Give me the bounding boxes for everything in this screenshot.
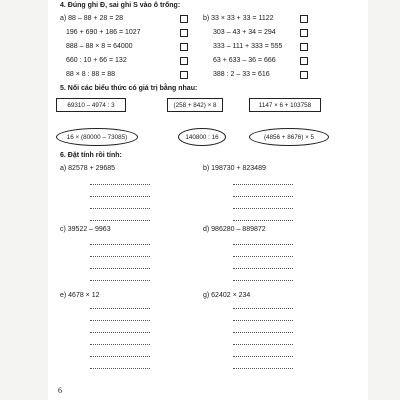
answer-line[interactable] [90,220,150,221]
ex4-a-item: 88 × 8 : 88 = 88 [66,71,116,78]
answer-line[interactable] [233,332,293,333]
exercise-6-title: 6. Đặt tính rồi tính: [60,152,122,159]
expression-ellipse[interactable]: 140800 : 16 [178,128,226,146]
ex4-b-item: 388 : 2 – 33 = 616 [213,71,270,78]
calc-problem: c) 39522 – 9963 [60,226,111,233]
answer-line[interactable] [90,244,150,245]
calc-problem: d) 986280 – 889872 [203,226,266,233]
answer-line[interactable] [90,208,150,209]
answer-line[interactable] [233,320,293,321]
expression-ellipse[interactable]: (4856 + 8676) × 5 [249,128,329,146]
answer-line[interactable] [233,280,293,281]
expression-box[interactable]: 69310 – 4974 : 3 [56,98,126,112]
calc-problem: g) 62402 × 234 [203,292,251,299]
page-number: 6 [58,386,62,395]
answer-line[interactable] [90,184,150,185]
answer-line[interactable] [233,220,293,221]
answer-box[interactable] [180,29,188,37]
calc-problem: e) 4678 × 12 [60,292,100,299]
answer-line[interactable] [90,308,150,309]
answer-box[interactable] [300,43,308,51]
ex4-b-item: 333 – 111 + 333 = 555 [213,43,283,50]
answer-line[interactable] [90,256,150,257]
answer-box[interactable] [180,43,188,51]
exercise-5-title: 5. Nối các biểu thức có giá trị bằng nhau: [60,85,198,92]
answer-line[interactable] [90,368,150,369]
answer-line[interactable] [233,196,293,197]
ex4-a-item: a) 88 – 88 + 28 = 28 [60,15,124,22]
answer-line[interactable] [90,268,150,269]
answer-line[interactable] [90,356,150,357]
answer-line[interactable] [90,320,150,321]
ex4-b-item: 63 + 633 – 36 = 666 [213,57,276,64]
answer-box[interactable] [180,15,188,23]
answer-box[interactable] [180,71,188,79]
calc-problem: b) 198730 + 823489 [203,165,266,172]
answer-line[interactable] [233,244,293,245]
exercise-4-title: 4. Đúng ghi Đ, sai ghi S vào ô trống: [60,2,181,9]
answer-box[interactable] [300,15,308,23]
calc-problem: a) 82578 + 29685 [60,165,116,172]
workbook-page [48,0,368,400]
answer-line[interactable] [90,280,150,281]
answer-line[interactable] [233,368,293,369]
answer-line[interactable] [233,256,293,257]
ex4-a-item: 660 : 10 + 66 = 132 [66,57,127,64]
ex4-a-item: 888 – 88 × 8 = 64000 [66,43,133,50]
answer-box[interactable] [180,57,188,65]
answer-line[interactable] [90,344,150,345]
expression-ellipse[interactable]: 16 × (80000 – 73085) [56,128,138,146]
answer-line[interactable] [233,356,293,357]
answer-line[interactable] [90,332,150,333]
ex4-b-item: 303 – 43 + 34 = 294 [213,29,276,36]
answer-box[interactable] [300,57,308,65]
answer-line[interactable] [233,308,293,309]
expression-box[interactable]: 1147 × 6 + 103758 [249,98,321,112]
answer-line[interactable] [233,184,293,185]
answer-line[interactable] [90,196,150,197]
ex4-a-item: 196 + 690 + 186 = 1027 [66,29,141,36]
expression-box[interactable]: (258 + 842) × 8 [167,98,223,112]
answer-line[interactable] [233,208,293,209]
answer-box[interactable] [300,71,308,79]
answer-line[interactable] [233,344,293,345]
answer-box[interactable] [300,29,308,37]
answer-line[interactable] [233,268,293,269]
ex4-b-item: b) 33 × 33 + 33 = 1122 [203,15,274,22]
